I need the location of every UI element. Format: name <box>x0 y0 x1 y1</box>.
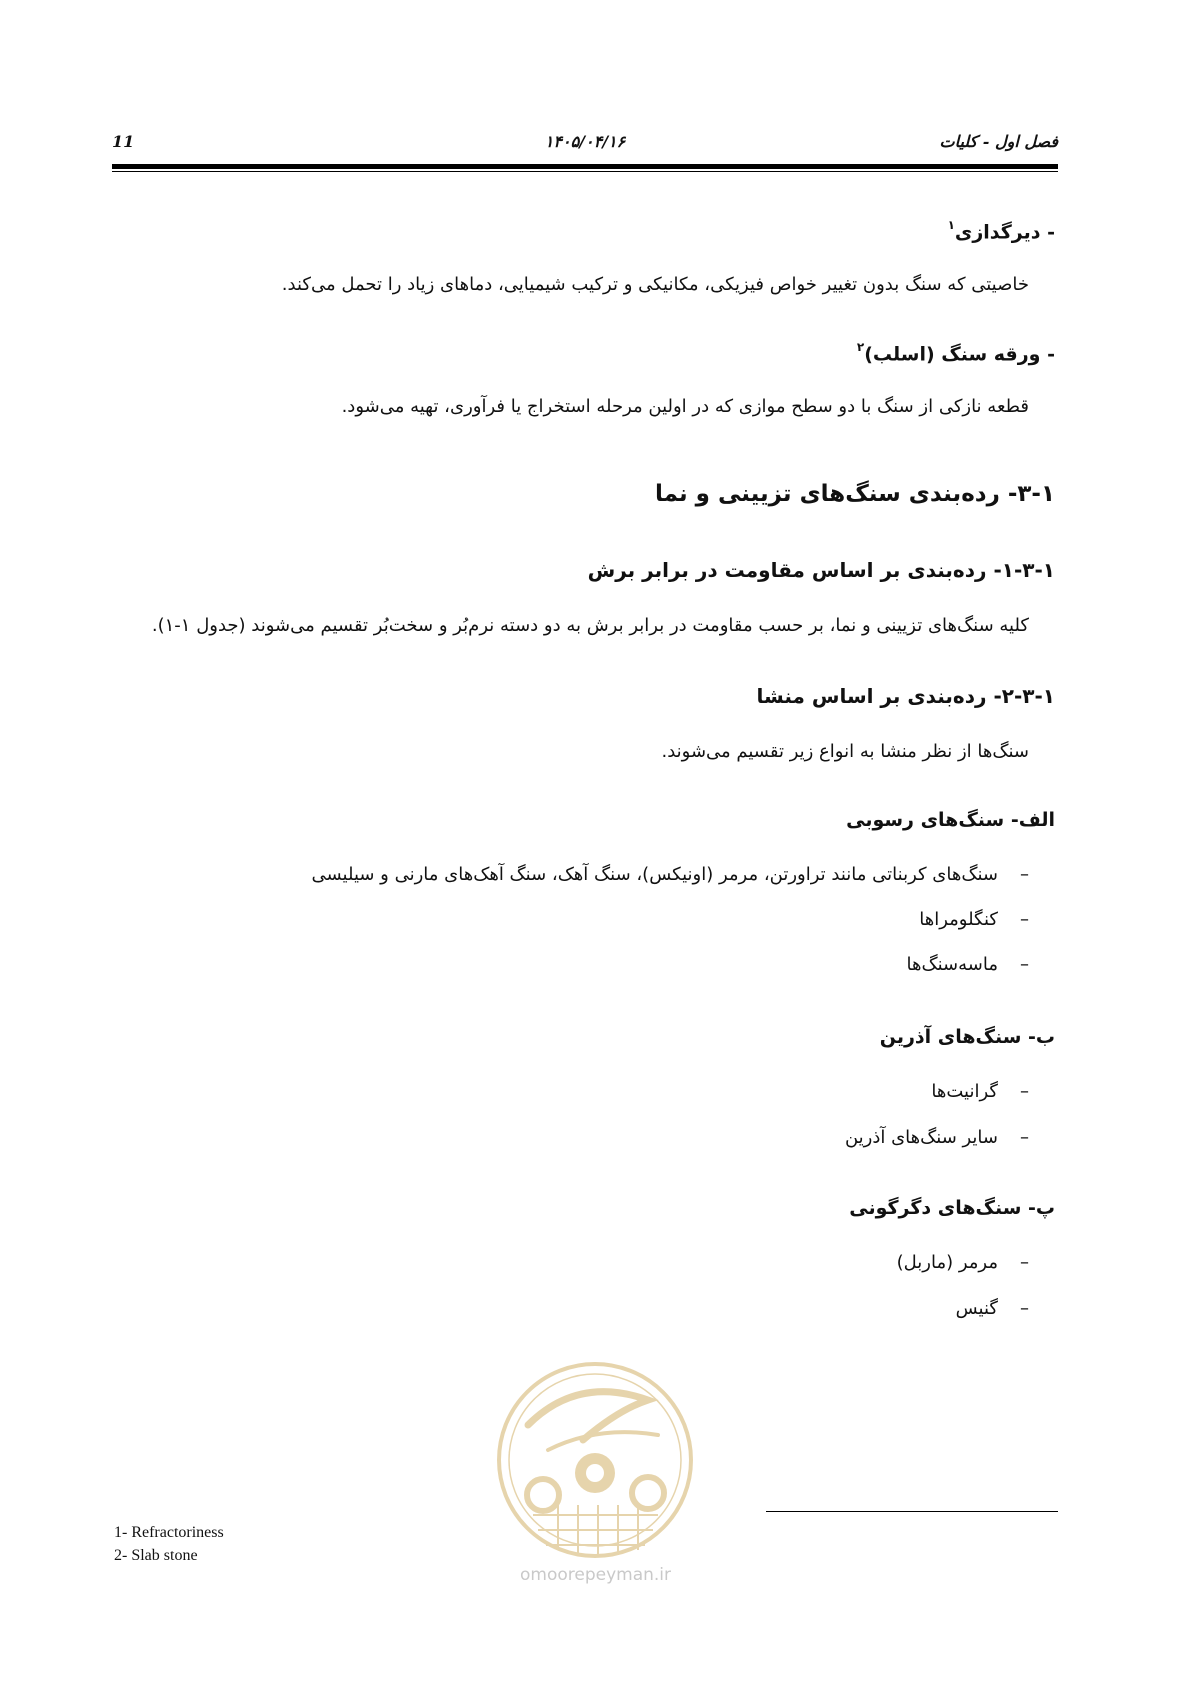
list-item-text: گرانیت‌ها <box>931 1081 998 1102</box>
list-dash: – <box>1020 1127 1029 1148</box>
subsection-text-origin: سنگ‌ها از نظر منشا به انواع زیر تقسیم می‌شوند. <box>661 741 1029 762</box>
header-date: ۱۴۰۵/۰۴/۱۶ <box>544 132 626 151</box>
chapter-title: فصل اول - کلیات <box>939 132 1058 151</box>
list-item-text: ماسه‌سنگ‌ها <box>906 954 998 975</box>
list-item-text: مرمر (ماربل) <box>896 1252 998 1273</box>
footnote-1: 1- Refractoriness <box>114 1524 224 1541</box>
header-rule-thin <box>112 171 1058 172</box>
subsection-heading-cutting: ۱-۳-۱- رده‌بندی بر اساس مقاومت در برابر برش <box>587 558 1055 582</box>
watermark-logo <box>488 1355 703 1595</box>
group-title-igneous: ب- سنگ‌های آذرین <box>879 1026 1055 1048</box>
term-refractoriness <box>948 220 1055 243</box>
list-dash: – <box>1020 1252 1029 1273</box>
list-item-text: گنیس <box>955 1298 998 1319</box>
list-item-text: کنگلومراها <box>919 909 998 930</box>
list-item <box>919 909 1029 930</box>
term-title: - ورقه سنگ (اسلب) <box>864 343 1055 366</box>
page-number: 11 <box>112 132 135 151</box>
list-item <box>897 1252 1029 1273</box>
term-title: - دیرگدازی <box>954 221 1055 244</box>
page-header <box>112 132 1058 162</box>
header-rule-thick <box>112 164 1058 169</box>
list-dash: – <box>1020 1298 1029 1319</box>
list-dash: – <box>1020 954 1029 975</box>
footnote-ref: ۱ <box>947 218 955 232</box>
list-item <box>845 1127 1029 1148</box>
subsection-heading-origin: ۲-۳-۱- رده‌بندی بر اساس منشا <box>756 684 1055 708</box>
list-item <box>931 1081 1029 1102</box>
list-dash: – <box>1020 909 1029 930</box>
list-dash: – <box>1020 864 1029 885</box>
term-definition: خاصیتی که سنگ بدون تغییر خواص فیزیکی، مکانیکی و ترکیب شیمیایی، دماهای زیاد را تحمل می‌کند. <box>281 274 1029 295</box>
section-heading: ۳-۱- رده‌بندی سنگ‌های تزیینی و نما <box>654 481 1055 507</box>
list-item-text: سنگ‌های کربناتی مانند تراورتن، مرمر (اونیکس)، سنگ آهک، سنگ آهک‌های مارنی و سیلیسی <box>311 864 998 885</box>
list-item <box>907 954 1029 975</box>
footnote-ref: ۲ <box>856 340 865 354</box>
term-definition: قطعه نازکی از سنگ با دو سطح موازی که در اولین مرحله استخراج یا فرآوری، تهیه می‌شود. <box>341 396 1029 417</box>
watermark-url: omoorepeyman.ir <box>519 1565 672 1585</box>
footnote-separator <box>766 1511 1058 1512</box>
list-item-text: سایر سنگ‌های آذرین <box>844 1127 998 1148</box>
footnote-2: 2- Slab stone <box>114 1547 198 1564</box>
group-title-sedimentary: الف- سنگ‌های رسوبی <box>846 809 1055 831</box>
list-dash: – <box>1020 1081 1029 1102</box>
list-item <box>956 1298 1029 1319</box>
subsection-text-cutting: کلیه سنگ‌های تزیینی و نما، بر حسب مقاومت در برابر برش به دو دسته نرم‌بُر و سخت‌بُر تقسیم می‌شوند (جدول ۱-۱). <box>151 615 1029 636</box>
list-item <box>312 864 1030 885</box>
term-slab-stone <box>857 342 1055 365</box>
group-title-metamorphic: پ- سنگ‌های دگرگونی <box>849 1197 1055 1219</box>
